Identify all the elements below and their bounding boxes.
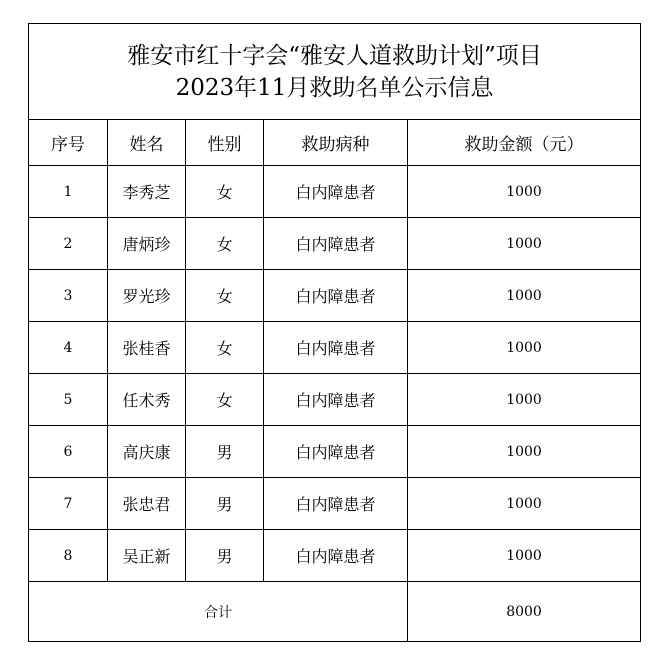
row-disease: 白内障患者 [264, 218, 408, 270]
row-amount: 1000 [408, 530, 641, 582]
table-row [29, 322, 641, 374]
row-gender: 女 [186, 166, 264, 218]
row-name: 唐炳珍 [108, 218, 186, 270]
header-disease: 救助病种 [264, 120, 408, 166]
row-gender: 女 [186, 270, 264, 322]
aid-roster-table [28, 23, 641, 642]
table-row [29, 218, 641, 270]
row-index: 6 [29, 426, 108, 478]
row-amount: 1000 [408, 426, 641, 478]
row-name: 任术秀 [108, 374, 186, 426]
header-gender: 性别 [186, 120, 264, 166]
row-disease: 白内障患者 [264, 166, 408, 218]
row-amount: 1000 [408, 478, 641, 530]
row-name: 李秀芝 [108, 166, 186, 218]
row-disease: 白内障患者 [264, 270, 408, 322]
row-name: 张桂香 [108, 322, 186, 374]
table-row [29, 166, 641, 218]
title-line-1: 雅安市红十字会“雅安人道救助计划”项目 [127, 42, 542, 69]
row-disease: 白内障患者 [264, 322, 408, 374]
row-amount: 1000 [408, 218, 641, 270]
table-row [29, 270, 641, 322]
row-gender: 男 [186, 478, 264, 530]
row-gender: 女 [186, 374, 264, 426]
row-amount: 1000 [408, 322, 641, 374]
row-gender: 男 [186, 426, 264, 478]
row-index: 7 [29, 478, 108, 530]
total-amount: 8000 [408, 582, 641, 642]
title-row [29, 24, 641, 120]
row-gender: 女 [186, 218, 264, 270]
title-line-2: 2023年11月救助名单公示信息 [175, 74, 494, 101]
row-gender: 女 [186, 322, 264, 374]
row-amount: 1000 [408, 374, 641, 426]
table-row [29, 530, 641, 582]
header-index: 序号 [29, 120, 108, 166]
row-disease: 白内障患者 [264, 478, 408, 530]
row-index: 3 [29, 270, 108, 322]
row-name: 吴正新 [108, 530, 186, 582]
row-amount: 1000 [408, 270, 641, 322]
table-row [29, 374, 641, 426]
total-row [29, 582, 641, 642]
row-index: 1 [29, 166, 108, 218]
row-disease: 白内障患者 [264, 530, 408, 582]
table-row [29, 426, 641, 478]
header-name: 姓名 [108, 120, 186, 166]
row-index: 4 [29, 322, 108, 374]
row-index: 5 [29, 374, 108, 426]
header-row [29, 120, 641, 166]
row-name: 罗光珍 [108, 270, 186, 322]
row-gender: 男 [186, 530, 264, 582]
row-name: 高庆康 [108, 426, 186, 478]
row-amount: 1000 [408, 166, 641, 218]
row-index: 8 [29, 530, 108, 582]
row-name: 张忠君 [108, 478, 186, 530]
row-disease: 白内障患者 [264, 374, 408, 426]
document-title [29, 24, 641, 120]
row-index: 2 [29, 218, 108, 270]
row-disease: 白内障患者 [264, 426, 408, 478]
header-amount: 救助金额（元） [408, 120, 641, 166]
total-label: 合计 [29, 582, 408, 642]
table-row [29, 478, 641, 530]
